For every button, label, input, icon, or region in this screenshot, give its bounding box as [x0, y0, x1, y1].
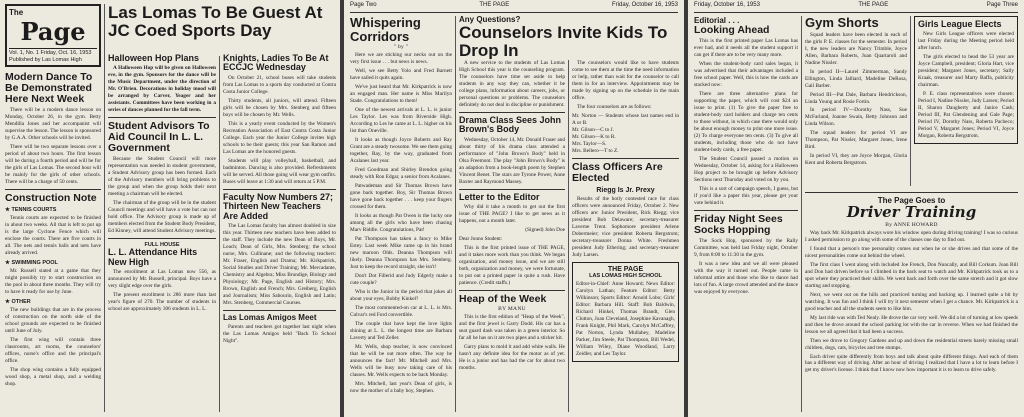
article-text: Here we are sticking our necks out on the very first issue . . . but news is news. [350, 52, 452, 66]
article-text: Squad leaders have been elected in each of the girls P. E. classes for the semester. In period I, the new leaders are Nancy Trimble, Joyce Allen, Barbara Roberts, Juan Quartaroli and Nadine Nissler. [805, 31, 907, 66]
page2-col-b [459, 58, 565, 414]
article-text: Parents and teachers got together last night when the Las Lomas Amigos held "Back To School Night". [223, 324, 336, 345]
article-text: The present enrollment is 286 more than last year's figure of 270. The number of students in school are approximately 306 students in L. L. [108, 292, 216, 312]
folio-paper: THE PAGE [858, 2, 889, 8]
page2-col-a [350, 16, 452, 414]
article-text: New Girls League officers were elected last Friday during the Meeting period held after lunch. [918, 31, 1014, 52]
page-two [344, 0, 684, 417]
page2-banner [459, 15, 679, 59]
driver-training-feature [805, 192, 1018, 414]
article-text: Why did it take a month to get out the first issue of THE PAGE? I like to get news as it happens, not a month later. [459, 204, 565, 225]
folio [694, 2, 1018, 13]
headline-sock-hop: Friday Night Sees Socks Hopping [694, 212, 783, 236]
article-text: Mrs. Mitchell, last year's Dean of girls, is now the mother of a baby boy, Stephen. [350, 380, 452, 394]
article-text: When the student-body card sales began, it was advertised that their advantages included a free school paper. Well, this is how the cards are stacked now: [694, 60, 798, 88]
article-text: It was a new idea and we all were pleased with the way it turned out. People came in informal attire and those who like to dance had lots of fun. A large crowd attended and the dance was enjoyed by everyone. [694, 260, 798, 295]
article-text: It looks as though Joyce Roberts and Ray Grant are a steady twosome. We see them going together, Ray, by the way, graduated from Acalanes last year. [350, 137, 452, 165]
article-text: The most commented-on car at L. L. is Mrs. Culvar's red Ford convertible. [350, 304, 452, 318]
article-text: It looks as though Pat Owen is the lucky one among all the girls who have been chasing Marv Riddle. Congratulations, Pat! [350, 212, 452, 233]
headline-whispering: Whispering Corridors [350, 16, 421, 44]
article-text: A new service to the students of Las Lomas High School this year is the counseling program. The counselors have time set aside to help students in any way they can, whether it be college plans, information about careers, jobs, or personal questions or problems. The counselors definitely do not deal in discipline or punishment. [459, 60, 565, 108]
article-text: Well, we see Betty Yolo and Fred Barnett have sailed it quits again. [350, 68, 452, 82]
article-text: The Las Lomas faculty has almost doubled in size this year. Thirteen new teachers have been added to the staff. They include the new Dean of Boys, Mr. Leach; Dean of Girls, Mrs. Stenberg; the school nurse, Mrs. Cullinane; and the following teachers: Mr. Fraser, English and Drama; Mr. Kirkpatrick, Social Studies and Driver Training; Mr. Mercadante, Chemistry and Algebra; Miss Brundige, Biology and Physiology; Mr. Page, English and History; Mrs. Brown, English and French; Mrs. Greiberg, English and Journalism; Miss Sabourin, English and Latin; Mrs. Stenberg, Commercial Courses. [223, 222, 336, 306]
article-text: Period III—Pat Dale, Barbara Hendrickson, Linda Young and Rosie Fortin. [805, 91, 907, 105]
article-text: Then we drove to Gregory Gardens and up and down the residential streets barely missing small children, dogs, cats, bicycles and tree stumps. [805, 337, 1018, 351]
article-text: This is a yearly event conducted by the Women's Recreation Association of East Contra Costa Junior College. Each year the Junior College invites high schools to be their guests; this year San Ramon and Las Lomas are the honored guests. [223, 120, 336, 155]
page1-banner [108, 4, 336, 54]
page-one [0, 0, 340, 417]
subhead-tennis: ★ TENNIS COURTS [5, 206, 57, 213]
divider [108, 117, 216, 118]
article-text: There are three alternative plans for supporting the paper, which will cost $24 an issue to print. (1) To give the paper free to student-body card holders and charge ten cents to those without, in which case there would only be about enough money to print one more issue. (2) To charge everyone ten cents. (3) To give all students, including those who do not have student-body cards, a free paper. [694, 90, 798, 153]
headline-drama: Drama Class Sees John Brown's Body [459, 114, 562, 135]
article-text: A Halloween Hop will be given on Halloween eve, in the gym. Sponsors for the dance will be the Music Department, under the direction of Mr. O'Brien. Decorations in holiday mood will be arranged by Carver, Yeager and her assistants. Committees have been working in a series of dances planned for the fall term. [108, 65, 216, 114]
article-text: The Sock Hop, sponsored by the Rally Committee, was held last Friday night, October 9, from 8:00 to 11:30 in the gym. [694, 237, 798, 258]
column-rule [568, 60, 569, 412]
page3-col-a [694, 16, 798, 414]
staff-school: LAS LOMAS HIGH SCHOOL [589, 272, 662, 279]
article-text: This is the first edition of "Heap of the Week", and the first jewel is Garry Dodd. His car has a seat guard dash was taken in a green interior. So far all he has on it are two pipes and a sticker kit. [459, 313, 565, 341]
byline: " by " [393, 44, 409, 51]
page3-col-c [914, 16, 1018, 188]
article-text: Each driver quite differently from boys and talk about quite different things. And each of them has a different way of driving. After an hour of driving I realized that I have a lot to learn before I get my driver's license. I think that I know now how important it is to learn to drive safely. [805, 353, 1018, 374]
article-text: There will be two separate lessons over a period of about two hours. The first lesson will be during a fourth period and will be for the girls of Las Lomas. The second hour will be mainly for the girls of other schools. There will be a charge of 50 cents. [5, 143, 101, 185]
article-text: Pat Thompson has taken a fancy to Mike Estey. Last week Mike came up in his brand new maroon Olds. Deanna Thompson will likely. Deanna Thompson has Mrs. Stenberg. Just to keep the record straight, she isn't! [350, 235, 452, 270]
folio-paper: THE PAGE [479, 2, 510, 8]
folio-date: Friday, October 16, 1953 [612, 2, 678, 8]
article-text: The shop wing contains a fully equipped wood shop, a metal shop, and a welding shop. [5, 366, 101, 387]
article-text: Wednesday, October 14, Mr. Donald Fraser and about thirty of his drama class attended a performance of "John Brown's Body" held in Olsa Freemont. The play "John Brown's Body" is an adaption from a book-length poem by Stephen Vincent Benet. The stars are Tyrone Power, Anne Baxter and Raymond Massey. [459, 136, 565, 185]
subhead-pool: ★ SWIMMING POOL [5, 259, 58, 266]
article-text: There will be a modern dance lesson on Monday, October 26, in the gym. Betty Mendilla Jones and her accompanist will supervise the lesson. The lesson is sponsored by G.A.A. Other schools will be invited. [5, 107, 101, 141]
staff-title: THE PAGE [607, 265, 644, 273]
column-rule [910, 16, 911, 186]
folio-date: Friday, October 16, 1953 [694, 2, 760, 8]
kicker-editorial: Editorial . . . [694, 16, 740, 25]
article-text: On October 21, school buses will take students from Las Lomas to a sports day conducted at Contra Costa Junior College. [223, 74, 336, 95]
headline-sports-day: Las Lomas To Be Guest At JC Coed Sports Day [108, 4, 323, 40]
article-text: I found that a person's true personality comes out when he or she drives and that some of the nicest personalities come out behind the wheel. [805, 245, 1018, 259]
article-text: The first wing will contain three classrooms, art rooms, the counselors' offices, nurse's office and the principal's office. [5, 336, 101, 364]
headline-advisors: Student Advisors To Aid Council In L. L. Government [108, 120, 210, 155]
headline-gym-shorts: Gym Shorts [805, 16, 879, 30]
article-text: P. E. class representatives were chosen: Period I, Nadine Nissler, Judy Larsen; Period II, Sharon Daugherty and Janice Cash; Period III, Pat Glendening and Gale Page; Period IV, Dorothy Nass, Roberta Pacheco; Period V, Margaret Jones; Period VI, Joyce Morgan, Roberta Bergstrom. [918, 91, 1014, 140]
headline-driver-training: Driver Training [846, 203, 977, 221]
article-text: We've just heard that Mr. Kirkpatrick is now an engaged man. Her name is Miss Marilyn Stade. Congratulations to them! [350, 84, 452, 105]
column-rule [219, 56, 220, 412]
article-text: Mr. Wells, shop teacher, is now convinced that he will be out more often. The way he announces the fact! Mr. Mitchell and Mrs. Wells will be busy now taking care of his classes. Mr. Wells expects to be back Monday. [350, 343, 452, 378]
article-text: This is the first printed paper Las Lomas has ever had, and it needs all the student support it can get if there are to be very many more. [694, 38, 798, 58]
article-text: This is a sort of campaign speech, I guess, but if you'd like a paper this year, please get your vote behind it. [694, 185, 798, 206]
divider [572, 158, 679, 159]
masthead-the: The [9, 8, 24, 17]
article-text: Because the Student Council will more representation was needed in student government, a Student Advisory group has been formed. Each of the Advisory members will bring problems to the group and when the group holds their next meeting a chairman will be elected. [108, 156, 216, 198]
divider [5, 189, 101, 190]
article-text: The couple that have kept the love lights shining at L. L. the longest time are Barbara Laverty and Ted Zeller. [350, 320, 452, 341]
article-text: The girls elected to head the 53 year are Joyce Campbell, president; Gloria Hart, vice president; Margaret Jones, secretary; Sally Kraak, treasurer and Marty Baffa, publicity chairman. [918, 54, 1014, 89]
subhead-other: ★ OTHER [5, 298, 31, 305]
headline-faculty: Faculty Now Numbers 27; Thirteen New Teachers Are Added [223, 191, 334, 221]
page-three [688, 0, 1024, 417]
article-text: The new buildings that are in the process of construction on the north side of the school grounds are expected to be finished until June of July. [5, 306, 101, 334]
article-text: The counselors would like to have students come to see them at the time the need information or help, rather than wait for the counselor to call them in for an interview. Appointments may be made by signing up on the schedule in the main office. [572, 60, 679, 101]
page3-col-b [805, 16, 907, 188]
subhead-riegg: Riegg Is Jr. Prexy [596, 186, 655, 194]
column-rule [455, 16, 456, 412]
kicker-full-house: FULL HOUSE [144, 242, 180, 249]
article-text: The squad leaders for period VI are Thompson, Pat Nissler, Margaret Jones, Irene Bird. [805, 130, 907, 151]
kicker-questions: Any Questions? [459, 15, 521, 24]
article-text: Results of the hotly contested race for class officers were announced Friday, October 2. New officers are: Junior President, Rick Riegg; vice president Bob Delaware; secretary-treasurer Laverne Trent. Sophomore president Arlene Dobermeier; vice president Roberta Bergstrom; secretary-treasurer Donna White. Freshmen president Judy Ethering; and secretary-treasurer Judy Larsen. [572, 195, 679, 258]
headline-heap: Heap of the Week [459, 292, 547, 305]
divider [459, 189, 565, 190]
page1-col-c [223, 54, 336, 414]
column-rule [104, 4, 105, 412]
article-text: Thirty students, all juniors, will attend. Fifteen girls will be chosen by Mrs. Stenberg and fifteen boys will be chosen by Mr. Wells. [223, 97, 336, 118]
byline: By ANNE HOWARD [885, 221, 938, 228]
masthead [5, 4, 101, 67]
article-text: Dear Jonno Student: [459, 236, 503, 243]
article-text: My last ride was with Ted Nealy. He drove the car very well. We did a lot of turning at low speeds and then he drove around the school parking lot with the car in reverse. When we had finished the lesson we all agreed that it had been a success. [805, 314, 1018, 335]
page1-col-b [108, 54, 216, 414]
article-text: Mr. Russell stated at a game that they might possibly try to start construction on the pool in about three months. They will try to have it ready for use by June. [5, 267, 101, 295]
page2-col-c [572, 58, 679, 414]
counselor-list: Mr. Norton — Students whose last names end in A or B. Mr. Gilson—C to J. Mr. Gilson—K to R. Mrs. Taylor—S. Mrs. Bellero—T to Z. [572, 112, 679, 154]
page1-col-a [5, 4, 101, 414]
kicker-driver: The Page Goes to [877, 196, 946, 205]
article-text: Who is the Junior in the period that jokes all about your eyes, Bobby Kinkel? [350, 288, 452, 302]
column-rule [801, 16, 802, 412]
headline-knights: Knights, Ladies To Be At ECCJC Wednesday [223, 54, 329, 73]
headline-looking-ahead: Looking Ahead [694, 24, 770, 36]
article-text: This is the first printed issue of THE PAGE, and it takes more work than you think. We began organization, and money issue, and we are still both, organization and money, we were fortunate, to put out a printed paper in quite a rush. Have patience. (Credit staffs.) [459, 245, 565, 286]
byline: BY MANU [498, 305, 526, 312]
article-text: The chairman of the group will be in the student Council meetings and will have a vote but can not hold office. The Advisory group is made up of members elected from the Student Body President, Ed Kinney, will attend Student Advisory meetings. [108, 200, 216, 235]
article-text: Next, we went out on the hills and practiced turning and backing up. I learned quite a bit by watching. It was fun and I think I will try it next semester when I get a chance. Mr. Kirkpatrick is a good teacher and all the students seem to like him. [805, 291, 1018, 312]
article-text: In period VI, they are Joyce Morgan, Gloria Kent and Roberta Bergstrom. [805, 153, 907, 167]
article-text: One of the newest arrivals at L. L. is junior Les Taylor. Les was from Riverside High. According to Les he came at L. L. higher on his list than Oneville. [350, 107, 452, 135]
headline-letter: Letter to the Editor [459, 191, 540, 202]
headline-construction: Construction Note [5, 191, 97, 204]
divider [223, 189, 336, 190]
folio-page: Page Three [986, 2, 1018, 8]
headline-officers: Class Officers Are Elected [572, 160, 663, 184]
staff-box [572, 262, 679, 362]
article-text: In period IV—Dorothy Nass, Sue McFarland, Joanne Swain, Betty Johnson and Linda Wilson. [805, 107, 907, 128]
headline-girls-league: Girls League Elects [918, 19, 1002, 29]
masthead-volume: Vol. 1, No. 1 Friday, Oct. 16, 1953 [9, 48, 97, 56]
article-text: Patwademan and Sir Thomas Brown have gone back together. Boy, Sir Thomas Brown have gone back together . . . keep your fingers crossed for them. [350, 183, 452, 210]
article-text: Garry plans to mold it and add white walls. He hasn't any definite idea for the motor as of yet. He is a junior and has had the car for about two months. [459, 343, 565, 371]
headline-counselors: Counselors Invite Kids To Drop In [459, 23, 668, 59]
headline-modern-dance: Modern Dance To Be Demonstrated Here Next Week [5, 71, 93, 106]
article-text: The enrollment at Las Lomas now 556, as announced by Mr. Russell, principal. Boys have a very slight edge over the girls. [108, 269, 216, 290]
divider [459, 290, 565, 291]
article-text: The first class I went along with included Joe French, Don Nuncally, and Bill Corkum. Joan Bill and Don had driven before so I climbed in the back seat to watch and Mr. Kirkpatrick took us to a spot where they practiced their skills. We went back and forth over the same stretch and it got slow starting and stopping. [805, 261, 1018, 289]
headline-attendance: L. L. Attendance Hits New High [108, 247, 198, 267]
divider [459, 112, 565, 113]
article-text: Students will play volleyball, basketball, and badminton. Dancing is also provided. Refreshments will be served. All those going will wear gym outfits. Buses will leave at 1:30 and will return at 5 P.M. [223, 157, 336, 185]
masthead-publisher: Published by Las Lomas High [9, 57, 82, 63]
headline-amigos: Las Lomas Amigos Meet [223, 312, 317, 322]
folio [350, 2, 678, 13]
article-text: Don't Dot Fillerid and Judy Edgerly make a cute couple? [350, 272, 452, 286]
divider [223, 310, 336, 311]
article-text: Fred Goodman and Shirley Brendon going steady with Ron Edgar, a senior from Acalanes. [350, 167, 452, 181]
girls-league-box [914, 16, 1018, 144]
article-text: Tennis courts are expected to be finished in about two weeks. All that is left to put up is the large Cyclone Fence which will enclose the courts. There are five courts in all. The nets and tennis balls and nets have already arrived. [5, 214, 101, 256]
article-text: The four counselors are as follows: [577, 103, 652, 110]
article-text: The Student Council passed a motion on Wednesday, October 14, asking for a Halloween Hop project to be brought up before Advisory Sections next Thursday and voted on by you. [694, 155, 798, 183]
folio-page: Page Two [350, 2, 377, 8]
article-signature: (Signed) John Doe [525, 227, 565, 234]
masthead-title: Page [20, 17, 86, 46]
headline-hop-plans: Halloween Hop Plans [108, 54, 200, 63]
article-text: Way back Mr. Kirkpatrick always wore his window open during driving training! I was so curious I asked permission to go along with some of the classes one day to find out. [805, 229, 1018, 243]
article-text: In period II—Laurel Zimmerman, Sandy Ellington, Linda Jalliard, Madeline DeRosa, Gail Barber. [805, 68, 907, 89]
divider [694, 210, 798, 211]
divider [108, 238, 216, 239]
staff-list: Editor-in-Chief: Anne Howard; News Editor: Carolyn Lathan; Feature Editor: Betty Wilkinson; Sports Editor: Arnold Lobo; Girls' Editor: Barbara Hill. Staff: Bob Baldwin, Richard Hinkel, Thomas Brandt, Glen Clutton, Joan Cleveland, Josephine Kavanagh, Frank Knight, Phil Mark, Carolyn McCaffrey, Pat Norton, Lynda Mullahey, Madeline Parker, Jim Steele, Pat Thompson, Bill Wedel, William Wiley, Diane Woodland, Larry Zeidler, and Les Taylor. [576, 280, 675, 357]
